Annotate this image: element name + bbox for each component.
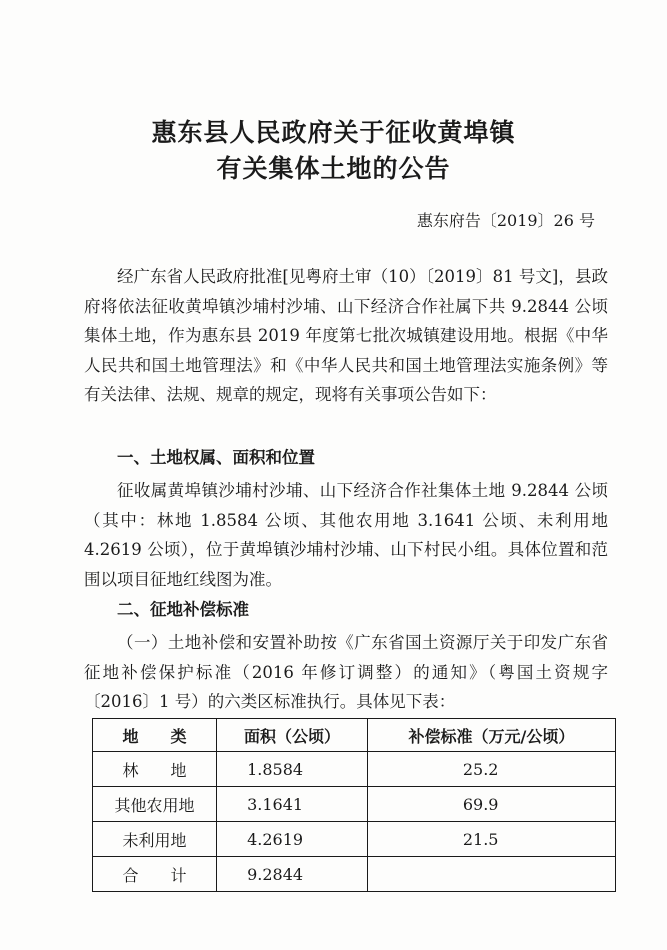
document-number: 惠东府告〔2019〕26 号 — [416, 211, 595, 230]
table-cell-total-standard — [367, 857, 615, 892]
table-cell-standard: 25.2 — [367, 752, 615, 787]
compensation-table — [92, 718, 616, 892]
table-header-area: 面积（公顷） — [217, 719, 368, 752]
table-cell-standard: 69.9 — [367, 787, 615, 822]
document-title-line2: 有关集体土地的公告 — [216, 154, 451, 183]
intro-paragraph: 经广东省人民政府批准[见粤府土审（10）〔2019〕81 号文]，县政府将依法征收黄埠镇沙埔村沙埔、山下经济合作社属下共 9.2844 公顷集体土地，作为惠东县 2019 年度第七批次城镇建设用地。根据《中华人民共和国土地管理法》和《中华人民共和国土地管理法实施条例》等有关法律、法规、规章的规定，现将有关事项公告如下： — [84, 267, 608, 404]
table-header-land-type: 地 类 — [93, 719, 217, 752]
section1-paragraph: 征收属黄埠镇沙埔村沙埔、山下经济合作社集体土地 9.2844 公顷（其中：林地 1.8584 公顷、其他农用地 3.1641 公顷、未利用地 4.2619 公顷），位于黄埠镇沙埔村沙埔、山下村民小组。具体位置和范围以项目征地红线图为准。 — [84, 481, 608, 589]
table-cell-land-type: 未利用地 — [93, 822, 217, 857]
table-header-row — [93, 719, 616, 752]
section2-paragraph: （一）土地补偿和安置补助按《广东省国土资源厅关于印发广东省征地补偿保护标准（2016 年修订调整）的通知》（粤国土资规字〔2016〕1 号）的六类区标准执行。具体见下表： — [84, 633, 608, 711]
table-row — [93, 822, 616, 857]
table-total-row — [93, 857, 616, 892]
table-cell-area: 1.8584 — [217, 752, 368, 787]
section2-heading: 二、征地补偿标准 — [117, 600, 249, 619]
table-cell-area: 3.1641 — [217, 787, 368, 822]
document-title-line1: 惠东县人民政府关于征收黄埠镇 — [151, 118, 516, 147]
table-cell-total-area: 9.2844 — [217, 857, 368, 892]
table-row — [93, 752, 616, 787]
table-header-standard: 补偿标准（万元/公顷） — [367, 719, 615, 752]
table-cell-area: 4.2619 — [217, 822, 368, 857]
section1-heading: 一、土地权属、面积和位置 — [117, 448, 315, 467]
table-cell-standard: 21.5 — [367, 822, 615, 857]
table-row — [93, 787, 616, 822]
table-cell-total-label: 合 计 — [93, 857, 217, 892]
table-cell-land-type: 其他农用地 — [93, 787, 217, 822]
table-cell-land-type: 林 地 — [93, 752, 217, 787]
